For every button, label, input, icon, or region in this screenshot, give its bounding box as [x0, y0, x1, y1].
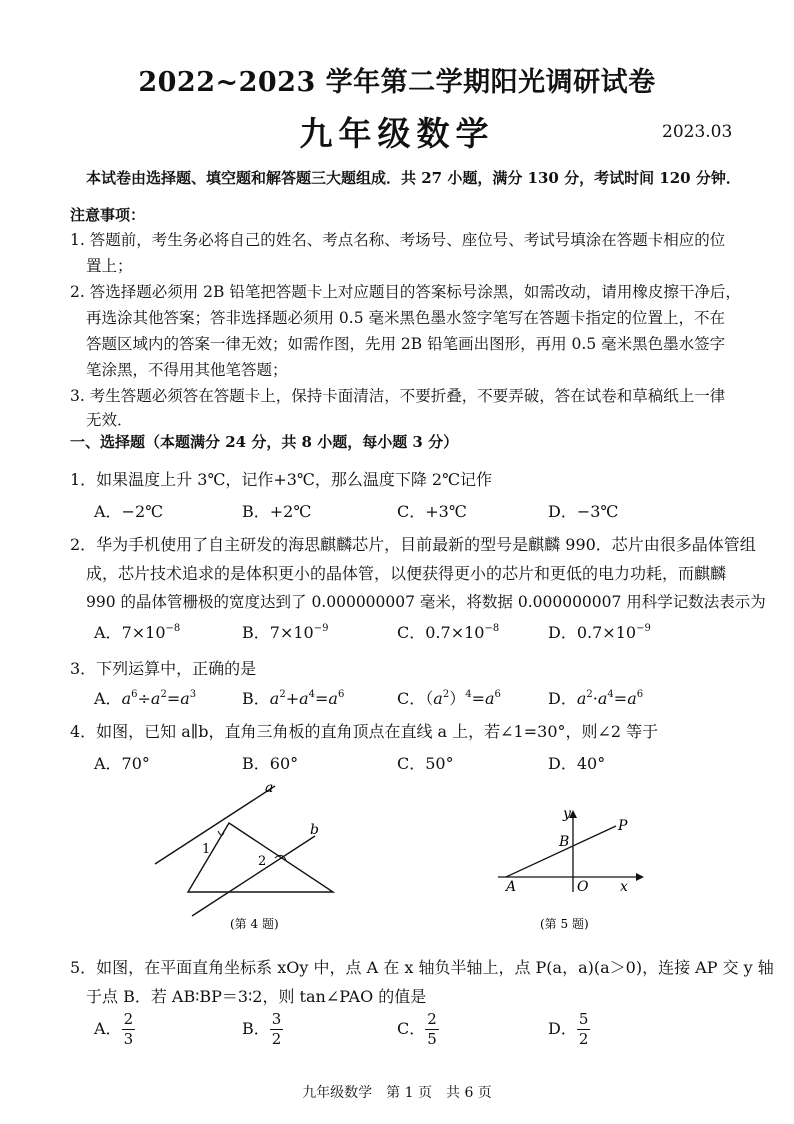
q2-option-a: A．$7\times 10^{-8}$	[94, 623, 181, 642]
section-heading: 一、选择题（本题满分 24 分，共 8 小题，每小题 3 分）	[70, 433, 459, 451]
q2-line-2: 成，芯片技术追求的是体积更小的晶体管，以便获得更小的芯片和更低的电力功耗，而麒麟	[86, 564, 727, 583]
q5-line-1: 5．如图，在平面直角坐标系 xOy 中，点 A 在 x 轴负半轴上，点 P(a，a)(a＞0)，连接 AP 交 y 轴	[70, 958, 774, 977]
q3-option-b: B．$a^2+a^4=a^6$	[242, 689, 345, 708]
figure-4-caption: (第 4 题)	[230, 917, 279, 931]
label-angle-2: 2	[258, 854, 267, 869]
notes-heading: 注意事项：	[70, 206, 146, 224]
exam-date: 2023.03	[662, 122, 733, 142]
q5-option-a: A． $\frac{2}{3}$	[94, 1010, 134, 1048]
line-b	[192, 836, 315, 916]
q4-option-c: C．50°	[397, 754, 454, 773]
q1-option-c: C．+3℃	[397, 502, 467, 521]
line-a	[155, 786, 275, 864]
note-1-line-2: 置上；	[86, 257, 133, 275]
q4-option-b: B．60°	[242, 754, 299, 773]
q3-option-d: D．$a^2\cdot a^4=a^6$	[548, 689, 644, 708]
note-1-line-1: 1. 答题前，考生务必将自己的姓名、考点名称、考场号、座位号、考试号填涂在答题卡相应的位	[70, 231, 726, 249]
subject-title: 九年级数学	[299, 114, 495, 153]
q5-option-c: C． $\frac{2}{5}$	[397, 1010, 437, 1048]
label-angle-1: 1	[202, 842, 211, 857]
exam-title: 2022~2023 学年第二学期阳光调研试卷	[138, 67, 656, 98]
label-x: x	[620, 879, 628, 895]
q4-stem: 4．如图，已知 a∥b，直角三角板的直角顶点在直线 a 上，若∠1=30°，则∠2 等于	[70, 722, 659, 741]
label-p: P	[618, 818, 628, 834]
note-2-line-2: 再选涂其他答案；答非选择题必须用 0.5 毫米黑色墨水签字笔写在答题卡指定的位置上，不在	[86, 309, 726, 327]
label-a: a	[265, 780, 274, 796]
q2-option-c: C．$0.7\times 10^{-8}$	[397, 623, 500, 642]
label-b: b	[310, 822, 319, 838]
q3-option-c: C．$(a^2)^4=a^6$	[397, 689, 501, 708]
q1-option-d: D．−3℃	[548, 502, 619, 521]
q5-option-b: B． $\frac{3}{2}$	[242, 1010, 282, 1048]
note-3-line-1: 3. 考生答题必须答在答题卡上，保持卡面清洁，不要折叠，不要弄破，答在试卷和草稿纸上一律	[70, 387, 726, 405]
label-y: y	[563, 806, 571, 822]
note-2-line-3: 答题区域内的答案一律无效；如需作图，先用 2B 铅笔画出图形，再用 0.5 毫米黑色墨水签字	[86, 335, 726, 353]
x-axis-arrow	[636, 873, 644, 881]
note-2-line-4: 笔涂黑，不得用其他笔答题；	[86, 361, 288, 379]
q1-option-b: B．+2℃	[242, 502, 312, 521]
label-o: O	[577, 879, 589, 895]
q1-option-a: A．−2℃	[94, 502, 164, 521]
q4-option-d: D．40°	[548, 754, 606, 773]
figure-4	[150, 776, 350, 941]
q3-option-a: A．$a^6\div a^2=a^3$	[94, 689, 197, 708]
q5-line-2: 于点 B．若 AB∶BP＝3∶2，则 tan∠PAO 的值是	[86, 987, 427, 1006]
q3-stem: 3．下列运算中，正确的是	[70, 659, 257, 678]
figure-5	[498, 806, 648, 941]
q4-option-a: A．70°	[94, 754, 150, 773]
page-footer: 九年级数学 第 1 页 共 6 页	[302, 1085, 492, 1101]
q2-option-b: B．$7\times 10^{-9}$	[242, 623, 329, 642]
figure-5-caption: (第 5 题)	[540, 917, 589, 931]
label-a: A	[506, 879, 517, 895]
label-b: B	[559, 834, 570, 850]
exam-intro: 本试卷由选择题、填空题和解答题三大题组成．共 27 小题，满分 130 分，考试时间 120 分钟．	[86, 169, 741, 187]
q2-option-d: D．$0.7\times 10^{-9}$	[548, 623, 651, 642]
q5-option-d: D． $\frac{5}{2}$	[548, 1010, 589, 1048]
q1-stem: 1．如果温度上升 3℃，记作+3℃，那么温度下降 2℃记作	[70, 470, 492, 489]
q2-line-1: 2．华为手机使用了自主研发的海思麒麟芯片，目前最新的型号是麒麟 990．芯片由很多晶体管组	[70, 535, 756, 554]
note-3-line-2: 无效．	[86, 411, 133, 429]
q2-line-3: 990 的晶体管栅极的宽度达到了 0.000000007 毫米，将数据 0.000000007 用科学记数法表示为	[86, 593, 766, 611]
note-2-line-1: 2. 答选择题必须用 2B 铅笔把答题卡上对应题目的答案标号涂黑，如需改动，请用橡皮擦干净后，	[70, 283, 741, 301]
